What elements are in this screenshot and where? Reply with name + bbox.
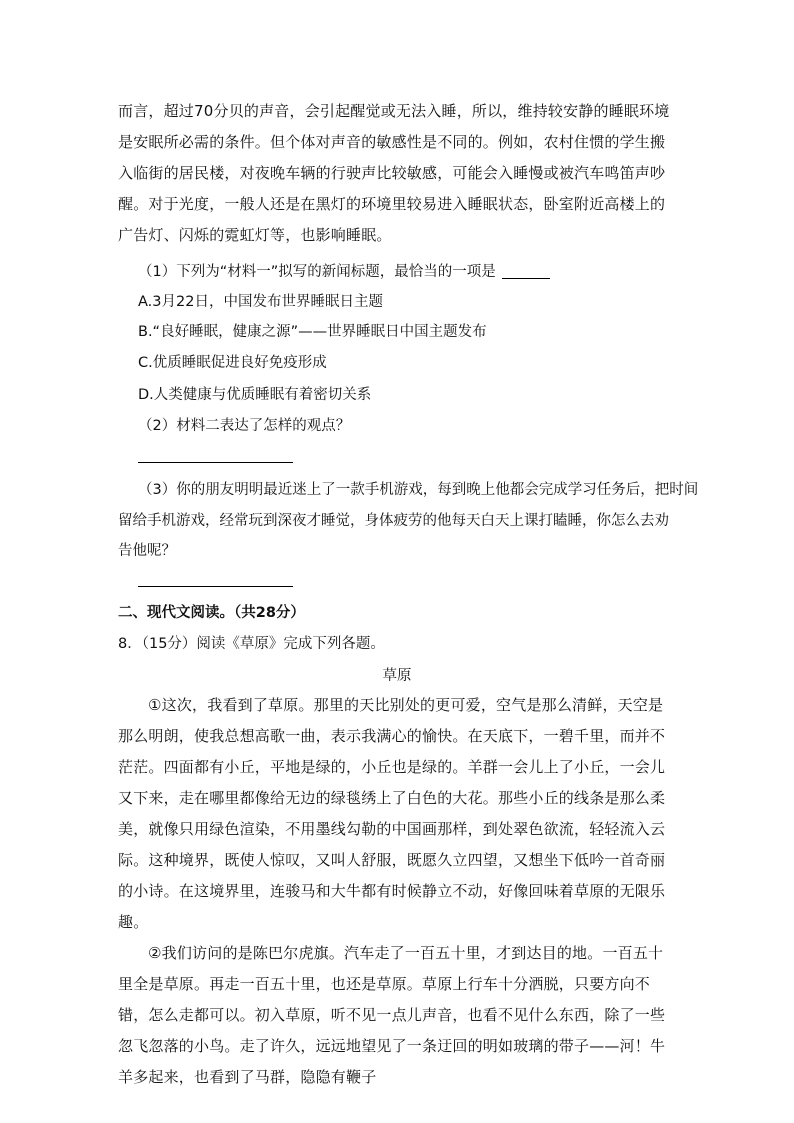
answer-blank-1[interactable]	[502, 266, 550, 279]
paragraph-1: ①这次，我看到了草原。那里的天比别处的更可爱，空气是那么清鲜，天空是那么明朗，使我总想高歌一曲，表示我满心的愉快。在天底下，一碧千里，而并不茫茫。四面都有小丘，平地是绿的，小丘也是绿的。羊群一会儿上了小丘，一会儿又下来，走在哪里都像给无边的绿毯绣上了白色的大花。那些小丘的线条是那么柔美，就像只用绿色渲染，不用墨线勾勒的中国画那样，到处翠色欲流，轻轻流入云际。这种境界，既使人惊叹，又叫人舒服，既愿久立四望，又想坐下低吟一首奇丽的小诗。在这境界里，连骏马和大牛都有时候静立不动，好像回味着草原的无限乐趣。	[118, 696, 666, 931]
option-b: B.“良好睡眠，健康之源”——世界睡眠日中国主题发布	[138, 324, 487, 340]
paragraph-2: ②我们访问的是陈巴尔虎旗。汽车走了一百五十里，才到达目的地。一百五十里全是草原。再走一百五十里，也还是草原。草原上行车十分洒脱，只要方向不错，怎么走都可以。初入草原，听不见一点儿声音，也看不见什么东西，除了一些忽飞忽落的小鸟。走了许久，远远地望见了一条迂回的明如玻璃的带子——河！牛羊多起来，也看到了马群，隐隐有鞭子	[118, 944, 666, 1086]
question-3-line-1: （3）你的朋友明明最近迷上了一款手机游戏，每到晚上他都会完成学习任务后，把时间	[138, 482, 699, 498]
answer-line-2[interactable]	[138, 462, 293, 463]
question-1-stem	[138, 262, 550, 282]
passage-title: 草原	[382, 668, 412, 684]
answer-line-3[interactable]	[138, 586, 293, 587]
question-8-stem: 8．（15分）阅读《草原》完成下列各题。	[118, 636, 385, 652]
question-1-text: （1）下列为“材料一”拟写的新闻标题，最恰当的一项是	[138, 264, 496, 280]
section-heading: 二、现代文阅读。（共28分）	[118, 605, 305, 621]
material-paragraph	[118, 96, 678, 251]
option-a: A.3月22日，中国发布世界睡眠日主题	[138, 294, 383, 310]
option-d: D.人类健康与优质睡眠有着密切关系	[138, 387, 372, 403]
question-3-line-2: 留给手机游戏，经常玩到深夜才睡觉，身体疲劳的他每天白天上课打瞌睡，你怎么去劝	[118, 513, 669, 529]
passage-body	[118, 690, 678, 1093]
material-text: 而言，超过70分贝的声音，会引起醒觉或无法入睡，所以，维持较安静的睡眠环境是安眠所必需的条件。但个体对声音的敏感性是不同的。例如，农村住惯的学生搬入临街的居民楼，对夜晚车辆的行驶声比较敏感，可能会入睡慢或被汽车鸣笛声吵醒。对于光度，一般人还是在黑灯的环境里较易进入睡眠状态，卧室附近高楼上的广告灯、闪烁的霓虹灯等，也影响睡眠。	[118, 102, 670, 244]
option-c: C.优质睡眠促进良好免疫形成	[138, 355, 327, 371]
question-3-line-3: 告他呢？	[118, 543, 176, 559]
question-2-stem: （2）材料二表达了怎样的观点？	[138, 418, 351, 434]
